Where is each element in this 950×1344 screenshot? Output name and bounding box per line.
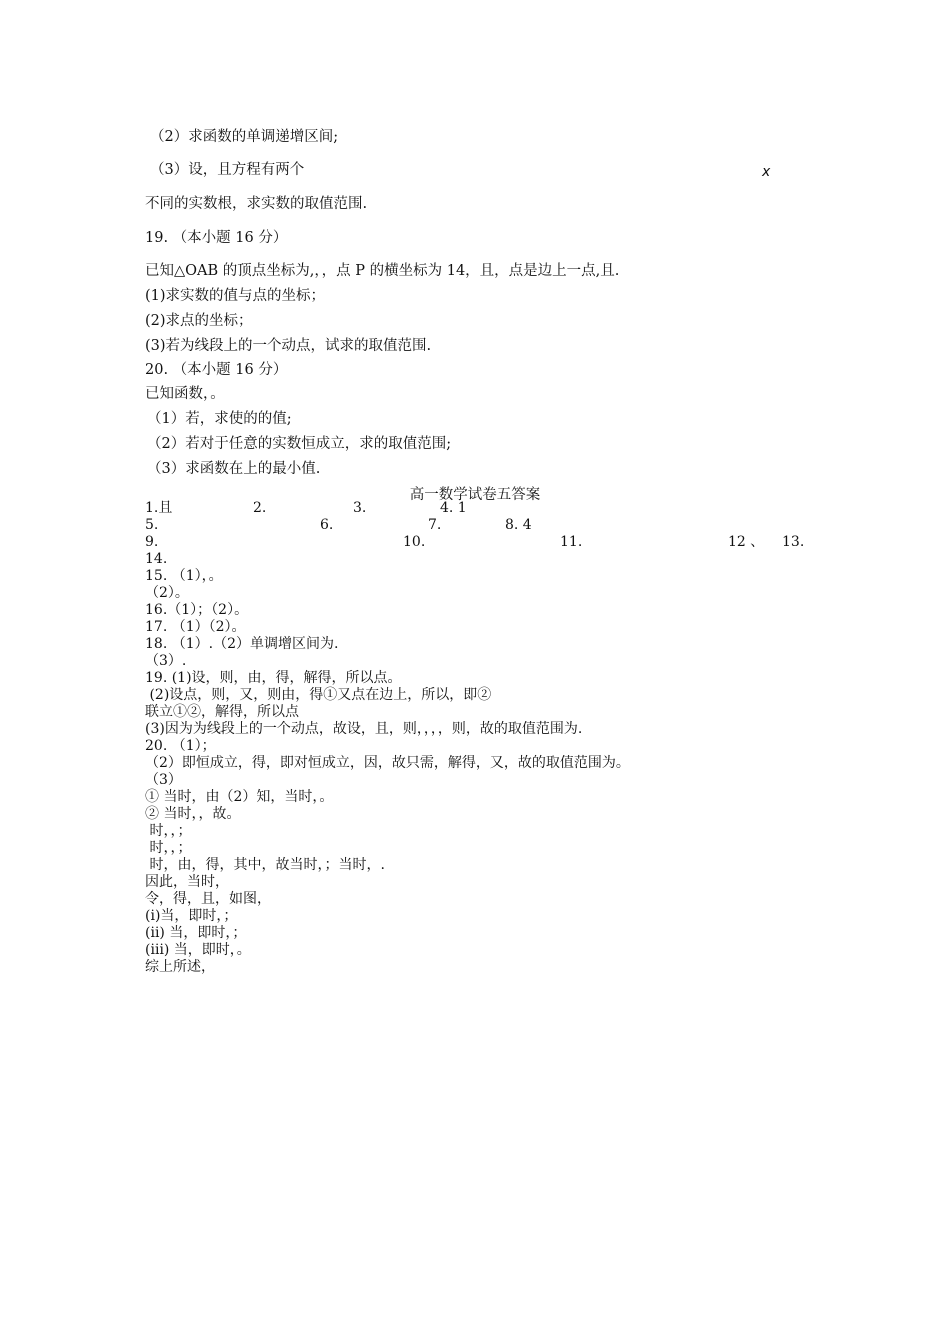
answer-20-case-10: (ⅲ) 当，即时，。 bbox=[145, 942, 251, 958]
answer-16: 16.（1）；（2）。 bbox=[145, 602, 249, 618]
answer-20-case-7: 令，得，且，如图， bbox=[145, 891, 271, 907]
answer-title: 高一数学试卷五答案 bbox=[409, 487, 541, 503]
answer-17: 17. （1）（2）。 bbox=[145, 619, 246, 635]
answer-20-case-5: 时，由，得，其中，故当时，；当时，. bbox=[145, 857, 385, 873]
q20-part3: （3）求函数在上的最小值. bbox=[147, 461, 321, 477]
answer-20-conclusion: 综上所述， bbox=[145, 959, 215, 975]
answer-15-2: （2）。 bbox=[145, 585, 189, 601]
answer-18: 18. （1）.（2）单调增区间为. bbox=[145, 636, 339, 652]
answer-13: 13. bbox=[782, 534, 805, 550]
answer-row-2 bbox=[0, 517, 950, 533]
answer-3: 3. bbox=[353, 500, 367, 516]
answer-20-case-2: ② 当时，，故。 bbox=[145, 806, 241, 822]
answer-row-3 bbox=[0, 534, 950, 550]
answer-18-3: （3）. bbox=[145, 653, 187, 669]
answer-19-2: (2)设点，则，又，则由，得①又点在边上，所以，即② bbox=[145, 687, 492, 703]
q20-heading: 20. （本小题 16 分） bbox=[145, 362, 288, 378]
x-variable-mark: x bbox=[762, 164, 771, 180]
answer-20-case-3: 时，，； bbox=[145, 823, 192, 839]
q19-part3: (3)若为线段上的一个动点，试求的取值范围. bbox=[145, 338, 432, 354]
answer-4: 4. 1 bbox=[440, 500, 467, 516]
answer-6: 6. bbox=[320, 517, 334, 533]
answer-20-1: 20. （1）； bbox=[145, 738, 216, 754]
q18-part3: （3）设，且方程有两个 bbox=[150, 162, 305, 178]
q19-part2: (2)求点的坐标； bbox=[145, 313, 253, 329]
q18-part3-continued: 不同的实数根，求实数的取值范围. bbox=[145, 196, 368, 212]
q19-part1: (1)求实数的值与点的坐标； bbox=[145, 288, 326, 304]
answer-2: 2. bbox=[253, 500, 267, 516]
answer-9: 9. bbox=[145, 534, 159, 550]
answer-20-3: （3） bbox=[145, 772, 182, 788]
answer-8: 8. 4 bbox=[505, 517, 532, 533]
q19-statement: 已知△OAB 的顶点坐标为,，，点 P 的横坐标为 14，且，点是边上一点,且. bbox=[145, 263, 620, 279]
answer-14: 14. bbox=[145, 551, 168, 567]
answer-1: 1.且 bbox=[145, 500, 173, 516]
q20-statement: 已知函数，。 bbox=[145, 386, 225, 402]
q20-part2: （2）若对于任意的实数恒成立，求的取值范围; bbox=[147, 436, 452, 452]
answer-20-case-8: (ⅰ)当，即时，； bbox=[145, 908, 238, 924]
q20-part1: （1）若，求使的的值; bbox=[147, 411, 292, 427]
q19-heading: 19. （本小题 16 分） bbox=[145, 230, 288, 246]
answer-19-2b: 联立①②，解得，所以点 bbox=[145, 704, 299, 720]
answer-20-case-1: ① 当时，由（2）知，当时，。 bbox=[145, 789, 334, 805]
answer-19-3: (3)因为为线段上的一个动点，故设，且，则，，，，则，故的取值范围为. bbox=[145, 721, 583, 737]
answer-10: 10. bbox=[403, 534, 426, 550]
answer-20-case-4: 时，，； bbox=[145, 840, 192, 856]
answer-12: 12 、 bbox=[728, 534, 765, 550]
q18-part2: （2）求函数的单调递增区间; bbox=[150, 129, 339, 145]
answer-7: 7. bbox=[428, 517, 442, 533]
answer-20-case-9: (ⅱ) 当，即时，； bbox=[145, 925, 247, 941]
answer-19-1: 19. (1)设，则，由，得，解得，所以点。 bbox=[145, 670, 402, 686]
answer-11: 11. bbox=[560, 534, 583, 550]
answer-row-1 bbox=[0, 500, 950, 516]
answer-20-case-6: 因此，当时， bbox=[145, 874, 229, 890]
answer-20-2: （2）即恒成立，得，即对恒成立，因，故只需，解得，又，故的取值范围为。 bbox=[145, 755, 630, 771]
answer-15-1: 15. （1），。 bbox=[145, 568, 223, 584]
answer-5: 5. bbox=[145, 517, 159, 533]
